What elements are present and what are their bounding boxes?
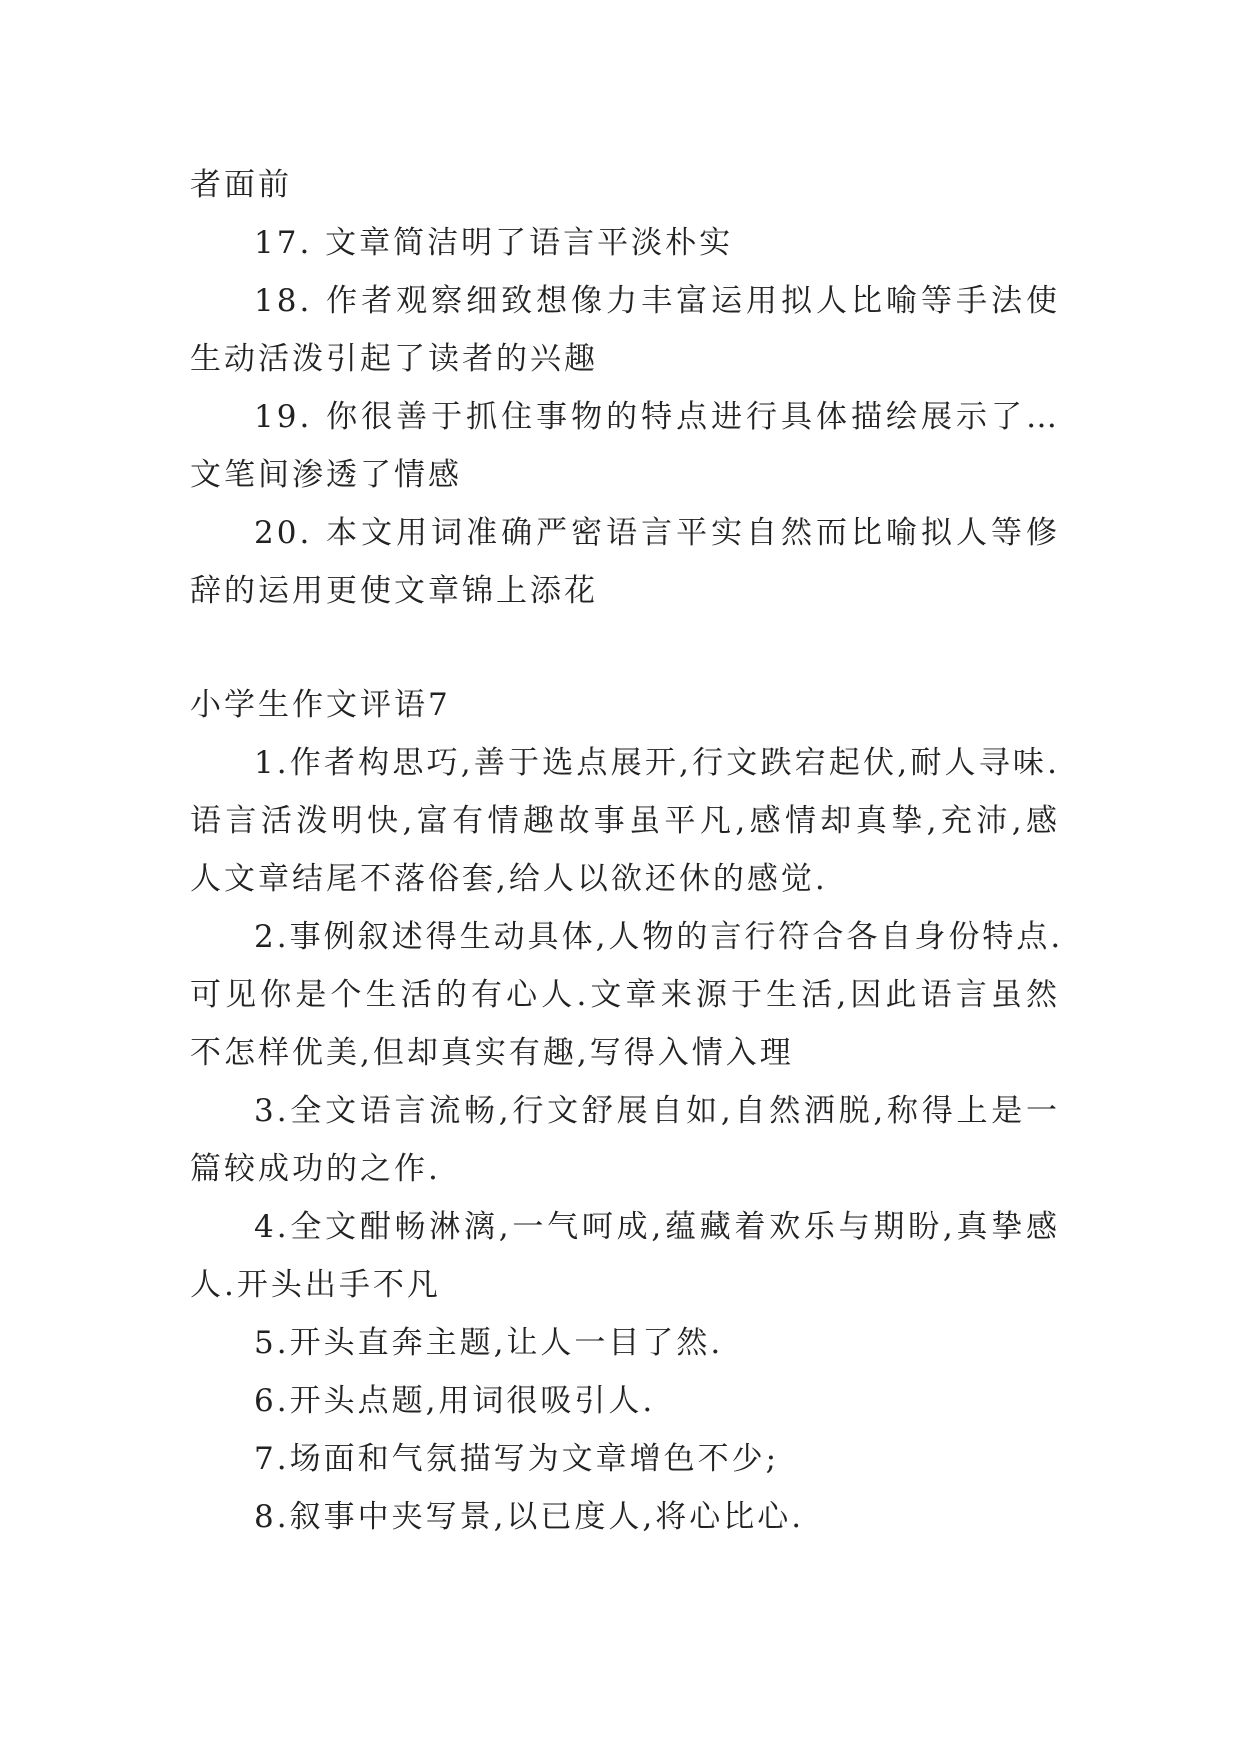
text-line: 人.开头出手不凡 (190, 1267, 441, 1303)
text-line: 者面前 (190, 167, 292, 203)
comment-6: 6.开头点题,用词很吸引人. (254, 1383, 656, 1419)
text-line: 辞的运用更使文章锦上添花 (190, 573, 598, 609)
comment-17: 17. 文章简洁明了语言平淡朴实 (254, 225, 734, 261)
section-heading: 小学生作文评语7 (190, 687, 451, 723)
text-line: 可见你是个生活的有心人.文章来源于生活,因此语言虽然 (190, 977, 1060, 1013)
comment-7: 7.场面和气氛描写为文章增色不少; (254, 1441, 780, 1477)
comment-8: 8.叙事中夹写景,以已度人,将心比心. (254, 1499, 805, 1535)
comment-1: 1.作者构思巧,善于选点展开,行文跌宕起伏,耐人寻味. (254, 745, 1060, 781)
comment-18: 18. 作者观察细致想像力丰富运用拟人比喻等手法使 (254, 283, 1060, 319)
comment-20: 20. 本文用词准确严密语言平实自然而比喻拟人等修 (254, 515, 1060, 551)
text-line: 文笔间渗透了情感 (190, 457, 462, 493)
comment-19: 19. 你很善于抓住事物的特点进行具体描绘展示了… (254, 399, 1060, 435)
comment-3: 3.全文语言流畅,行文舒展自如,自然洒脱,称得上是一 (254, 1093, 1060, 1129)
text-line: 篇较成功的之作. (190, 1151, 441, 1187)
text-line: 不怎样优美,但却真实有趣,写得入情入理 (190, 1035, 794, 1071)
text-line: 人文章结尾不落俗套,给人以欲还休的感觉. (190, 861, 828, 897)
comment-4: 4.全文酣畅淋漓,一气呵成,蕴藏着欢乐与期盼,真挚感 (254, 1209, 1060, 1245)
text-line: 生动活泼引起了读者的兴趣 (190, 341, 598, 377)
text-line: 语言活泼明快,富有情趣故事虽平凡,感情却真挚,充沛,感 (190, 803, 1060, 839)
comment-2: 2.事例叙述得生动具体,人物的言行符合各自身份特点. (254, 919, 1064, 955)
comment-5: 5.开头直奔主题,让人一目了然. (254, 1325, 724, 1361)
